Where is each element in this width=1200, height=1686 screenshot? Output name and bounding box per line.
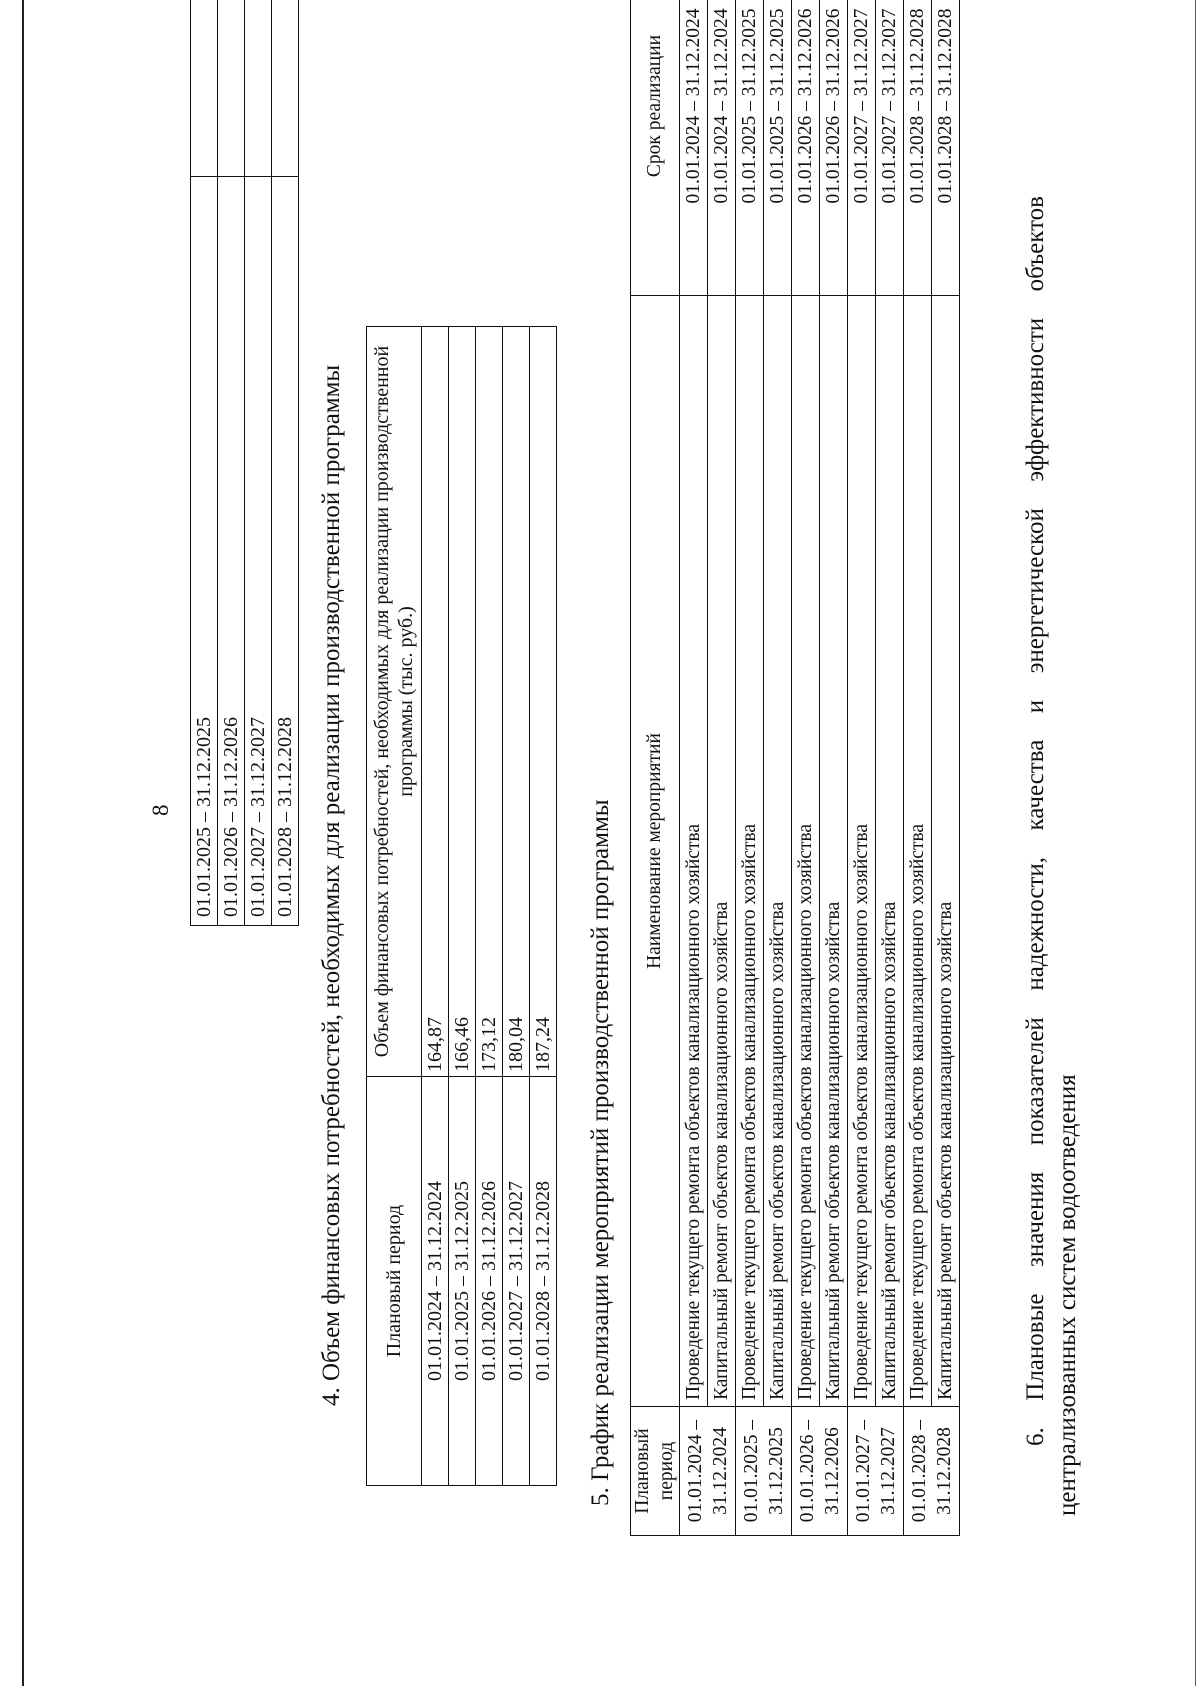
table-row: [422, 327, 449, 1486]
activity-name-cell: Проведение текущего ремонта объектов канализационного хозяйства: [736, 296, 764, 1407]
table-row: [476, 327, 503, 1486]
term-cell: 01.01.2024 – 31.12.2024: [680, 0, 708, 296]
period-cell: 01.01.2028 – 31.12.2028: [530, 1077, 557, 1486]
activity-name-cell: Проведение текущего ремонта объектов канализационного хозяйства: [904, 296, 932, 1407]
period-start: 01.01.2024 –: [684, 1419, 706, 1523]
period-end: 31.12.2024: [709, 1427, 731, 1515]
table-header-row: [367, 327, 422, 1486]
value-cell: [218, 0, 245, 177]
table-row: [820, 0, 848, 1536]
term-cell: 01.01.2027 – 31.12.2027: [876, 0, 904, 296]
period-cell: [792, 1407, 848, 1536]
period-cell: [736, 1407, 792, 1536]
activity-name-cell: Проведение текущего ремонта объектов канализационного хозяйства: [848, 296, 876, 1407]
table-row: [848, 0, 876, 1536]
table-header-row: [631, 0, 680, 1536]
header-volume: Объем финансовых потребностей, необходимых для реализации производственной программы (тыс. руб.): [367, 327, 422, 1077]
term-cell: 01.01.2026 – 31.12.2026: [792, 0, 820, 296]
period-cell: 01.01.2025 – 31.12.2025: [191, 177, 218, 926]
term-cell: 01.01.2025 – 31.12.2025: [764, 0, 792, 296]
activity-name-cell: Капитальный ремонт объектов канализационного хозяйства: [764, 296, 792, 1407]
table-row: [191, 0, 218, 926]
period-cell: [904, 1407, 960, 1536]
schedule-table: [630, 0, 960, 1536]
activity-name-cell: Капитальный ремонт объектов канализационного хозяйства: [876, 296, 904, 1407]
period-cell: 01.01.2026 – 31.12.2026: [218, 177, 245, 926]
period-cell: [848, 1407, 904, 1536]
period-start: 01.01.2028 –: [908, 1419, 930, 1523]
header-period: Плановый период: [631, 1407, 680, 1536]
activity-name-cell: Проведение текущего ремонта объектов канализационного хозяйства: [792, 296, 820, 1407]
period-cell: 01.01.2026 – 31.12.2026: [476, 1077, 503, 1486]
value-cell: 166,46: [449, 327, 476, 1077]
period-cell: 01.01.2028 – 31.12.2028: [272, 177, 299, 926]
period-end: 31.12.2026: [821, 1427, 843, 1515]
section6-title-line1: 6. Плановые значения показателей надежности, качества и энергетической эффективности объектов: [1022, 196, 1049, 1446]
value-cell: 180,04: [503, 327, 530, 1077]
table-row: [530, 327, 557, 1486]
activity-name-cell: Проведение текущего ремонта объектов канализационного хозяйства: [680, 296, 708, 1407]
table-row: [792, 0, 820, 1536]
section4-title: 4. Объем финансовых потребностей, необходимых для реализации производственной программы: [318, 364, 345, 1406]
activity-name-cell: Капитальный ремонт объектов канализационного хозяйства: [932, 296, 960, 1407]
table-row: [932, 0, 960, 1536]
value-cell: [245, 0, 272, 177]
table-row: [680, 0, 708, 1536]
value-cell: 173,12: [476, 327, 503, 1077]
period-end: 31.12.2028: [933, 1427, 955, 1515]
table-row: [272, 0, 299, 926]
value-cell: [272, 0, 299, 177]
activity-name-cell: Капитальный ремонт объектов канализационного хозяйства: [708, 296, 736, 1407]
header-name: Наименование мероприятий: [631, 296, 680, 1407]
period-cell: 01.01.2027 – 31.12.2027: [245, 177, 272, 926]
table-row: [449, 327, 476, 1486]
value-cell: [191, 0, 218, 177]
financial-needs-table: [366, 326, 557, 1486]
period-start: 01.01.2026 –: [796, 1419, 818, 1523]
period-cell: 01.01.2027 – 31.12.2027: [503, 1077, 530, 1486]
activity-name-cell: Капитальный ремонт объектов канализационного хозяйства: [820, 296, 848, 1407]
term-cell: 01.01.2028 – 31.12.2028: [904, 0, 932, 296]
table-row: [245, 0, 272, 926]
table-row: [218, 0, 245, 926]
period-end: 31.12.2025: [765, 1427, 787, 1515]
period-start: 01.01.2027 –: [852, 1419, 874, 1523]
section6-title: [1020, 196, 1084, 1516]
header-period: Плановый период: [367, 1077, 422, 1486]
section5-title: 5. График реализации мероприятий производственной программы: [587, 799, 614, 1506]
period-cell: 01.01.2024 – 31.12.2024: [422, 1077, 449, 1486]
term-cell: 01.01.2025 – 31.12.2025: [736, 0, 764, 296]
value-cell: 187,24: [530, 327, 557, 1077]
table-row: [736, 0, 764, 1536]
header-term: Срок реализации: [631, 0, 680, 296]
table-row: [708, 0, 736, 1536]
table-row: [876, 0, 904, 1536]
table-row: [764, 0, 792, 1536]
term-cell: 01.01.2026 – 31.12.2026: [820, 0, 848, 296]
period-cell: 01.01.2025 – 31.12.2025: [449, 1077, 476, 1486]
value-cell: 164,87: [422, 327, 449, 1077]
table-row: [503, 327, 530, 1486]
term-cell: 01.01.2024 – 31.12.2024: [708, 0, 736, 296]
period-cell: [680, 1407, 736, 1536]
term-cell: 01.01.2027 – 31.12.2027: [848, 0, 876, 296]
continuation-table: [190, 0, 299, 926]
section6-title-line2: централизованных систем водоотведения: [1054, 1074, 1081, 1516]
table-row: [904, 0, 932, 1536]
page-number: 8: [148, 804, 173, 816]
period-start: 01.01.2025 –: [740, 1419, 762, 1523]
period-end: 31.12.2027: [877, 1427, 899, 1515]
term-cell: 01.01.2028 – 31.12.2028: [932, 0, 960, 296]
